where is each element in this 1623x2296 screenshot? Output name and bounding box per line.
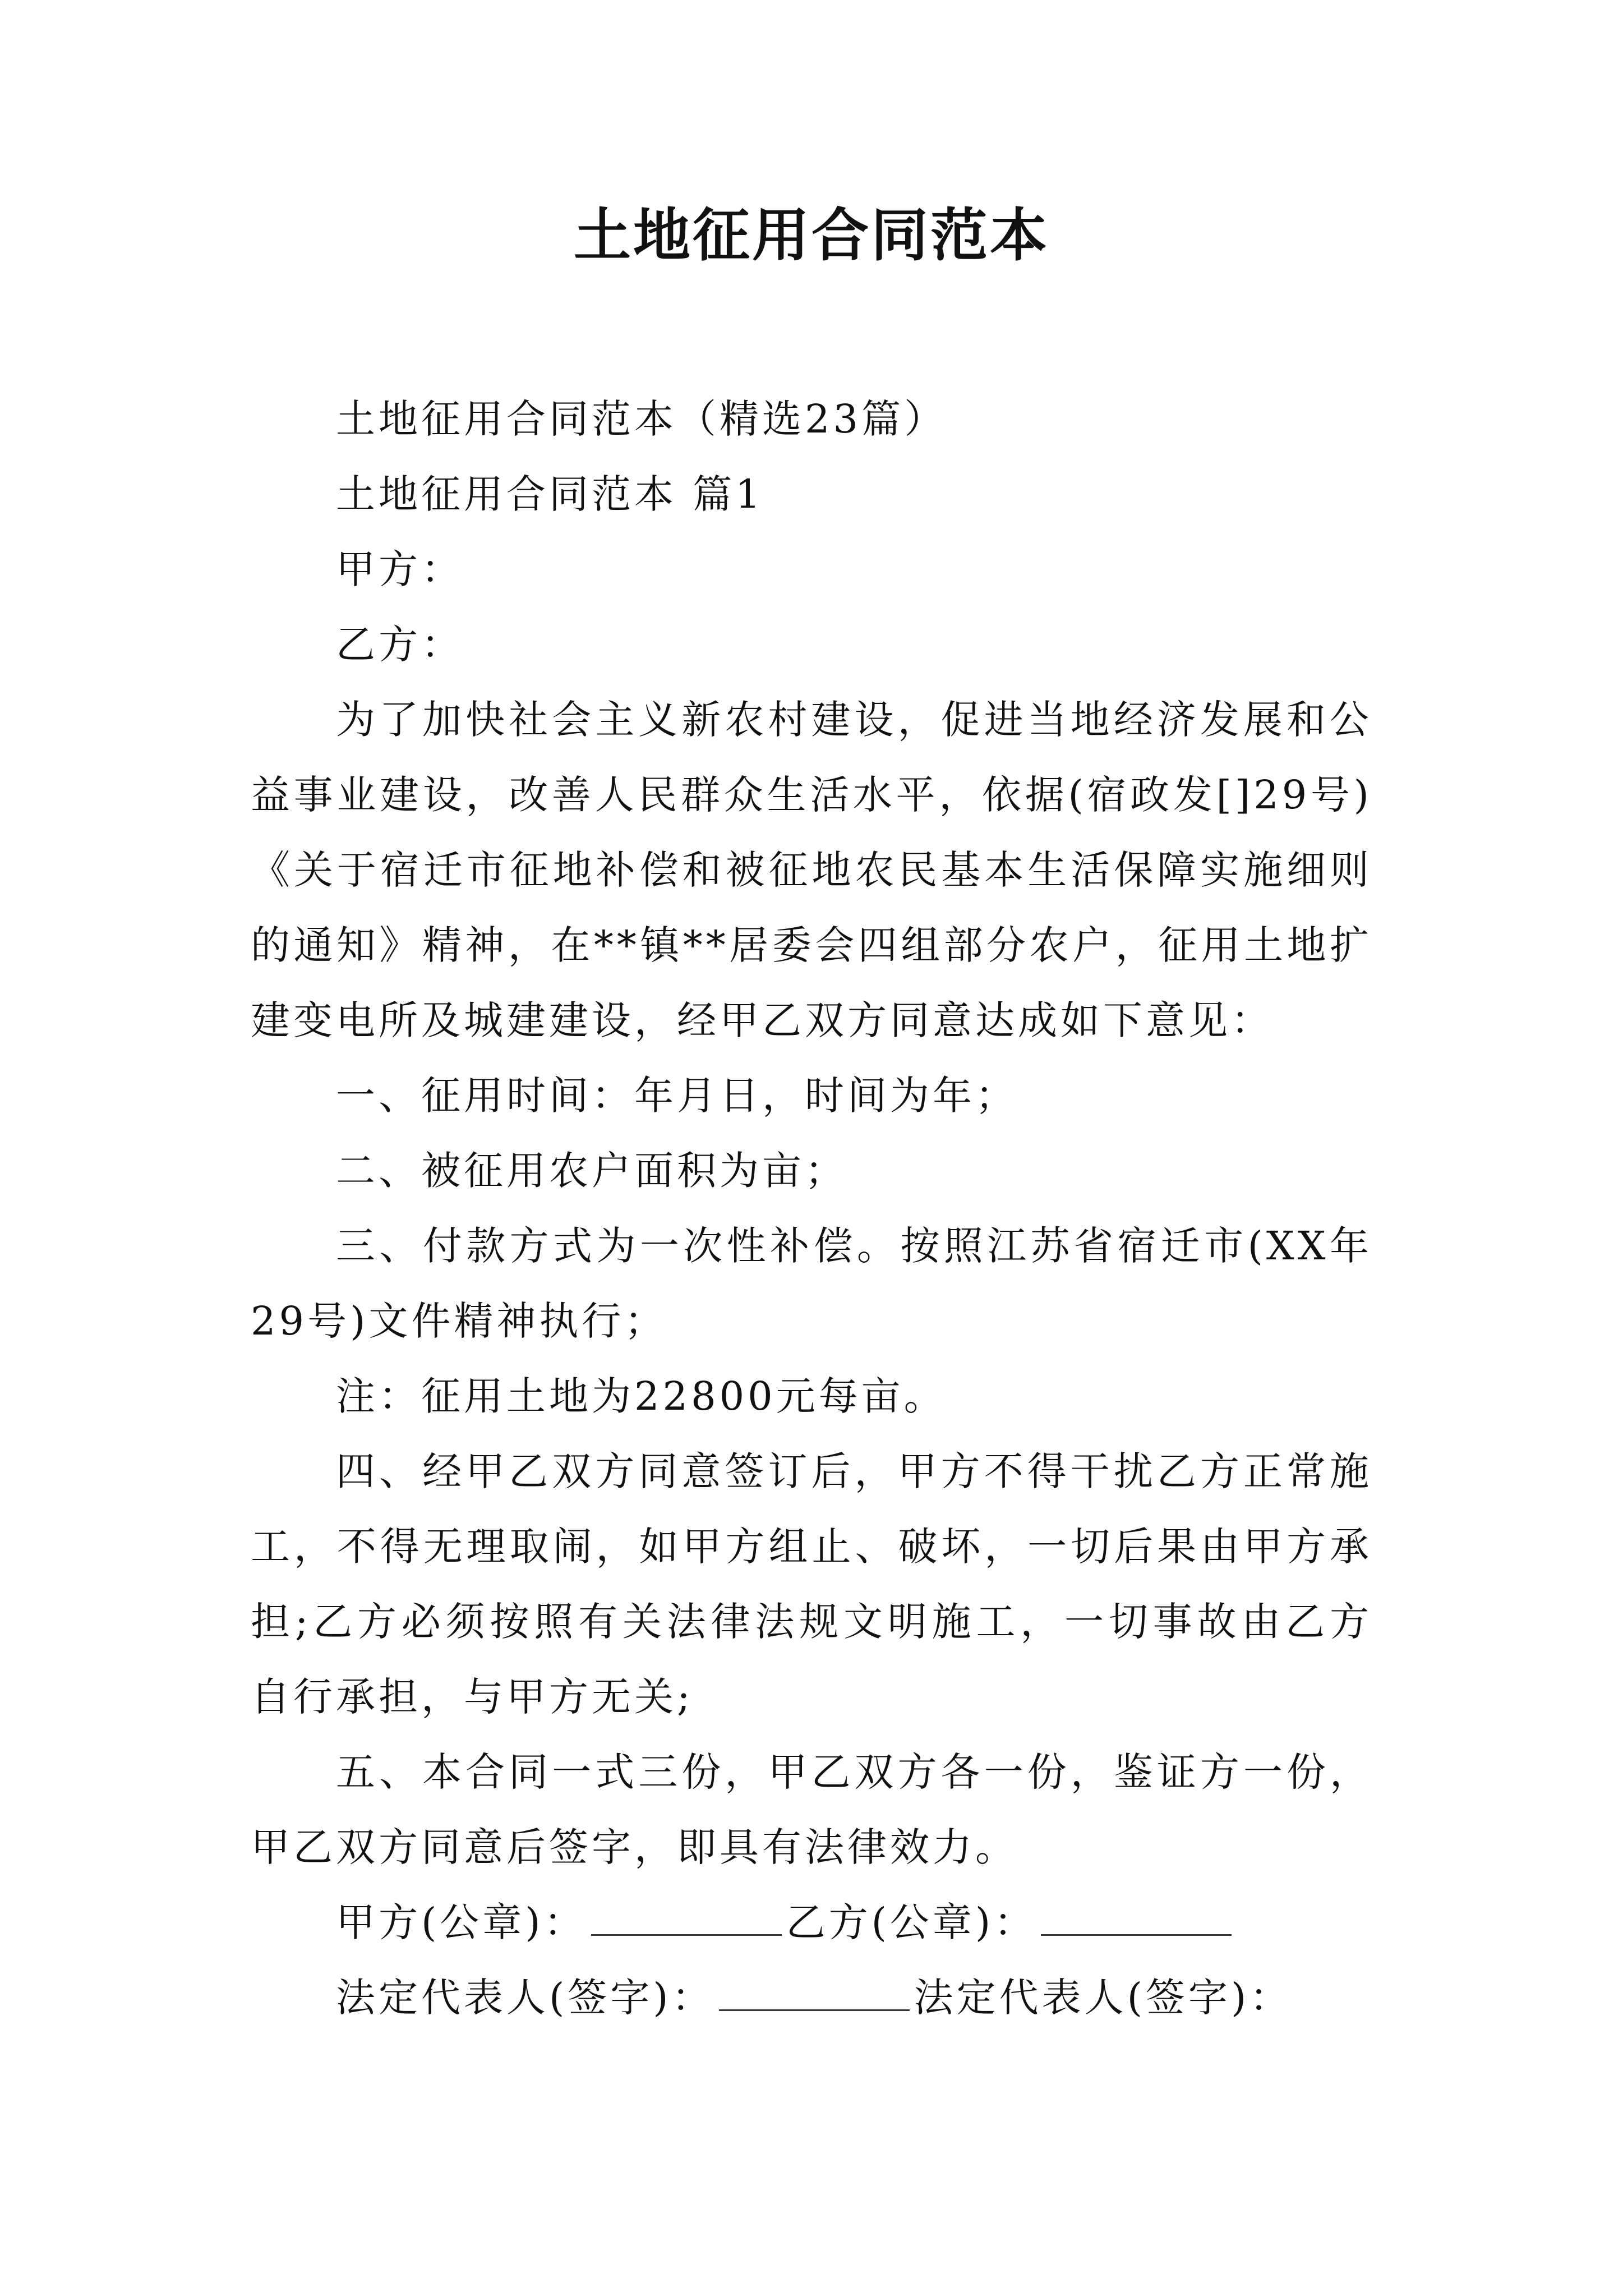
section-heading: 土地征用合同范本 篇1 <box>336 471 764 517</box>
clause-1: 一、征用时间：年月日，时间为年； <box>336 1073 1018 1119</box>
intro-paragraph: 为了加快社会主义新农村建设，促进当地经济发展和公益事业建设，改善人民群众生活水平，依据(宿政发[]29号)《关于宿迁市征地补偿和被征地农民基本生活保障实施细则的通知》精神，在**镇**居委会四组部分农户，征用土地扩建变电所及城建建设，经甲乙双方同意达成如下意见： <box>251 697 1372 1043</box>
document-body <box>251 381 1372 2035</box>
party-b-line: 乙方： <box>336 622 464 668</box>
rep-a-label: 法定代表人(签字)： <box>336 1975 714 2021</box>
seal-b-label: 乙方(公章)： <box>786 1899 1037 1945</box>
seal-a-label: 甲方(公章)： <box>336 1899 587 1945</box>
seal-a-blank <box>591 1895 782 1936</box>
document-subtitle: 土地征用合同范本（精选23篇） <box>336 396 947 442</box>
seal-b-blank <box>1041 1895 1232 1936</box>
representative-line <box>251 1960 1372 2035</box>
clause-4: 四、经甲乙双方同意签订后，甲方不得干扰乙方正常施工，不得无理取闹，如甲方组止、破坏，一切后果由甲方承担;乙方必须按照有关法律法规文明施工，一切事故由乙方自行承担，与甲方无关; <box>251 1448 1372 1720</box>
party-a-line: 甲方： <box>336 546 464 592</box>
document-title: 土地征用合同范本 <box>574 202 1049 269</box>
seal-line <box>251 1885 1372 1960</box>
rep-a-blank <box>719 1970 910 2011</box>
clause-5: 五、本合同一式三份，甲乙双方各一份，鉴证方一份，甲乙双方同意后签字，即具有法律效力。 <box>251 1749 1372 1870</box>
clause-3: 三、付款方式为一次性补偿。按照江苏省宿迁市(XX年29号)文件精神执行； <box>251 1223 1372 1344</box>
clause-2: 二、被征用农户面积为亩； <box>336 1148 847 1194</box>
note-line: 注：征用土地为22800元每亩。 <box>336 1373 947 1419</box>
rep-b-label: 法定代表人(签字)： <box>914 1975 1293 2021</box>
